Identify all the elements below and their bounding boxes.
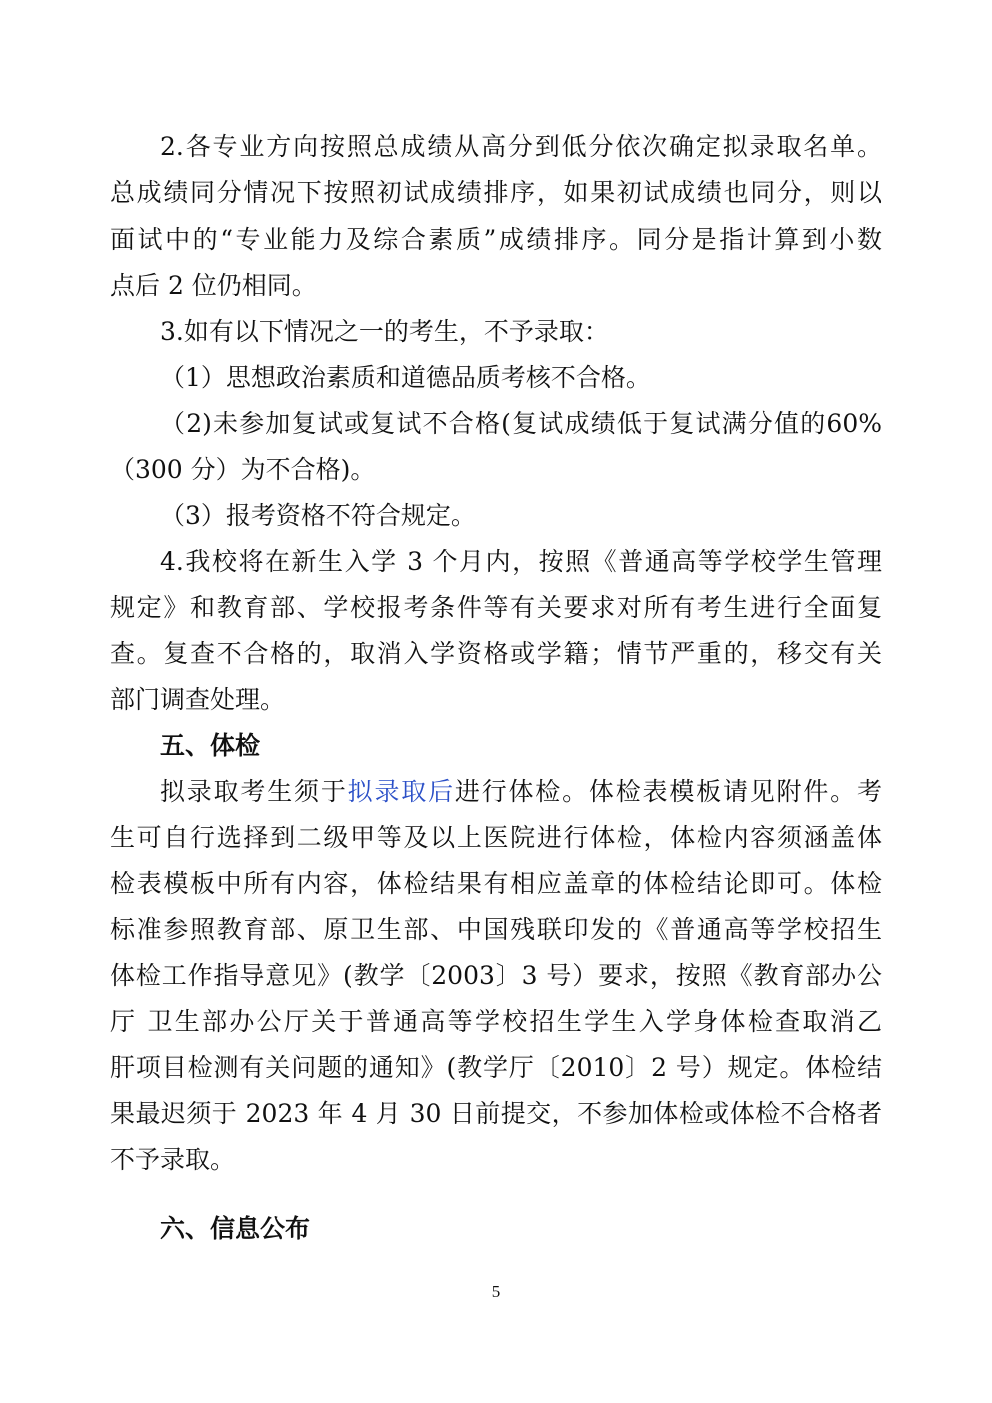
paragraph-5-line-4: 标准参照教育部、原卫生部、中国残联印发的《普通高等学校招生 bbox=[110, 915, 882, 944]
paragraph-5-text-b: 进行体检。体检表模板请见附件。考 bbox=[454, 777, 882, 806]
paragraph-2-line-1: 2.各专业方向按照总成绩从高分到低分依次确定拟录取名单。 bbox=[160, 132, 882, 161]
page-number: 5 bbox=[491, 1282, 501, 1301]
paragraph-5-text-a: 拟录取考生须于 bbox=[160, 777, 348, 806]
paragraph-4-line-3: 查。复查不合格的，取消入学资格或学籍；情节严重的，移交有关 bbox=[110, 639, 882, 668]
paragraph-4-line-4: 部门调查处理。 bbox=[110, 685, 286, 714]
list-item-2-line-2: （300 分）为不合格)。 bbox=[110, 455, 376, 484]
section-heading-physical-exam: 五、体检 bbox=[160, 731, 261, 760]
paragraph-5-line-1 bbox=[110, 777, 882, 807]
paragraph-3: 3.如有以下情况之一的考生，不予录取： bbox=[160, 317, 609, 346]
paragraph-5-line-9: 不予录取。 bbox=[110, 1145, 236, 1174]
paragraph-5-line-2: 生可自行选择到二级甲等及以上医院进行体检，体检内容须涵盖体 bbox=[110, 823, 882, 852]
paragraph-5-line-5: 体检工作指导意见》(教学〔2003〕3 号）要求，按照《教育部办公 bbox=[110, 961, 882, 990]
paragraph-4-line-2: 规定》和教育部、学校报考条件等有关要求对所有考生进行全面复 bbox=[110, 593, 882, 622]
paragraph-2-line-2: 总成绩同分情况下按照初试成绩排序，如果初试成绩也同分，则以 bbox=[110, 178, 882, 207]
paragraph-5-line-3: 检表模板中所有内容，体检结果有相应盖章的体检结论即可。体检 bbox=[110, 869, 882, 898]
paragraph-5-line-8: 果最迟须于 2023 年 4 月 30 日前提交，不参加体检或体检不合格者 bbox=[110, 1099, 882, 1128]
paragraph-2-line-4: 点后 2 位仍相同。 bbox=[110, 271, 317, 300]
paragraph-5-line-6: 厅 卫生部办公厅关于普通高等学校招生学生入学身体检查取消乙 bbox=[110, 1007, 882, 1036]
pre-admission-link[interactable]: 拟录取后 bbox=[347, 777, 455, 806]
section-heading-info-release: 六、信息公布 bbox=[160, 1214, 311, 1243]
list-item-3: （3）报考资格不符合规定。 bbox=[160, 501, 476, 530]
paragraph-4-line-1: 4.我校将在新生入学 3 个月内，按照《普通高等学校学生管理 bbox=[160, 547, 882, 576]
paragraph-5-line-7: 肝项目检测有关问题的通知》(教学厅〔2010〕2 号）规定。体检结 bbox=[110, 1053, 882, 1082]
paragraph-2-line-3: 面试中的“专业能力及综合素质”成绩排序。同分是指计算到小数 bbox=[110, 225, 882, 254]
list-item-1: （1）思想政治素质和道德品质考核不合格。 bbox=[160, 363, 651, 392]
list-item-2-line-1: （2)未参加复试或复试不合格(复试成绩低于复试满分值的60% bbox=[160, 409, 882, 438]
